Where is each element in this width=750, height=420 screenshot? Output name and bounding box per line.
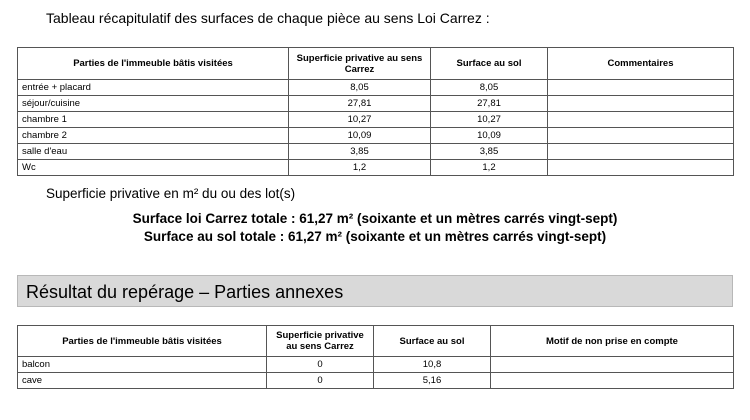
table-row [18, 160, 734, 176]
cell-motif [491, 373, 734, 389]
header-parties: Parties de l'immeuble bâtis visitées [18, 48, 289, 80]
cell-carrez: 8,05 [289, 80, 431, 96]
surfaces-table [17, 47, 734, 176]
table-row [18, 80, 734, 96]
cell-sol: 27,81 [431, 96, 548, 112]
cell-commentaire [548, 144, 734, 160]
table-row [18, 96, 734, 112]
cell-carrez: 10,27 [289, 112, 431, 128]
cell-sol: 3,85 [431, 144, 548, 160]
table-row [18, 357, 734, 373]
table-row [18, 128, 734, 144]
cell-carrez: 27,81 [289, 96, 431, 112]
cell-piece: cave [18, 373, 267, 389]
cell-motif [491, 357, 734, 373]
cell-carrez: 1,2 [289, 160, 431, 176]
table-row [18, 112, 734, 128]
cell-sol: 10,09 [431, 128, 548, 144]
cell-commentaire [548, 128, 734, 144]
intro-text: Tableau récapitulatif des surfaces de chaque pièce au sens Loi Carrez : [46, 10, 490, 26]
header-surface-sol: Surface au sol [431, 48, 548, 80]
cell-commentaire [548, 80, 734, 96]
superficie-subtitle: Superficie privative en m² du ou des lot(s) [46, 186, 296, 201]
cell-piece: Wc [18, 160, 289, 176]
cell-sol: 8,05 [431, 80, 548, 96]
cell-carrez: 3,85 [289, 144, 431, 160]
header-superficie-carrez: Superficie privative au sens Carrez [267, 326, 374, 357]
cell-sol: 10,27 [431, 112, 548, 128]
table-header-row [18, 326, 734, 357]
header-surface-sol: Surface au sol [374, 326, 491, 357]
cell-piece: entrée + placard [18, 80, 289, 96]
cell-carrez: 0 [267, 373, 374, 389]
cell-piece: séjour/cuisine [18, 96, 289, 112]
header-motif: Motif de non prise en compte [491, 326, 734, 357]
cell-piece: salle d'eau [18, 144, 289, 160]
cell-piece: balcon [18, 357, 267, 373]
cell-piece: chambre 2 [18, 128, 289, 144]
cell-carrez: 0 [267, 357, 374, 373]
cell-sol: 5,16 [374, 373, 491, 389]
header-parties: Parties de l'immeuble bâtis visitées [18, 326, 267, 357]
cell-commentaire [548, 96, 734, 112]
section-heading: Résultat du repérage – Parties annexes [17, 275, 733, 307]
cell-commentaire [548, 160, 734, 176]
header-superficie-carrez: Superficie privative au sens Carrez [289, 48, 431, 80]
cell-sol: 10,8 [374, 357, 491, 373]
table-row [18, 373, 734, 389]
cell-commentaire [548, 112, 734, 128]
table-row [18, 144, 734, 160]
table-header-row [18, 48, 734, 80]
cell-carrez: 10,09 [289, 128, 431, 144]
annexes-table [17, 325, 734, 389]
total-carrez: Surface loi Carrez totale : 61,27 m² (soixante et un mètres carrés vingt-sept) [132, 211, 618, 226]
total-sol: Surface au sol totale : 61,27 m² (soixante et un mètres carrés vingt-sept) [143, 229, 607, 244]
cell-sol: 1,2 [431, 160, 548, 176]
cell-piece: chambre 1 [18, 112, 289, 128]
header-commentaires: Commentaires [548, 48, 734, 80]
